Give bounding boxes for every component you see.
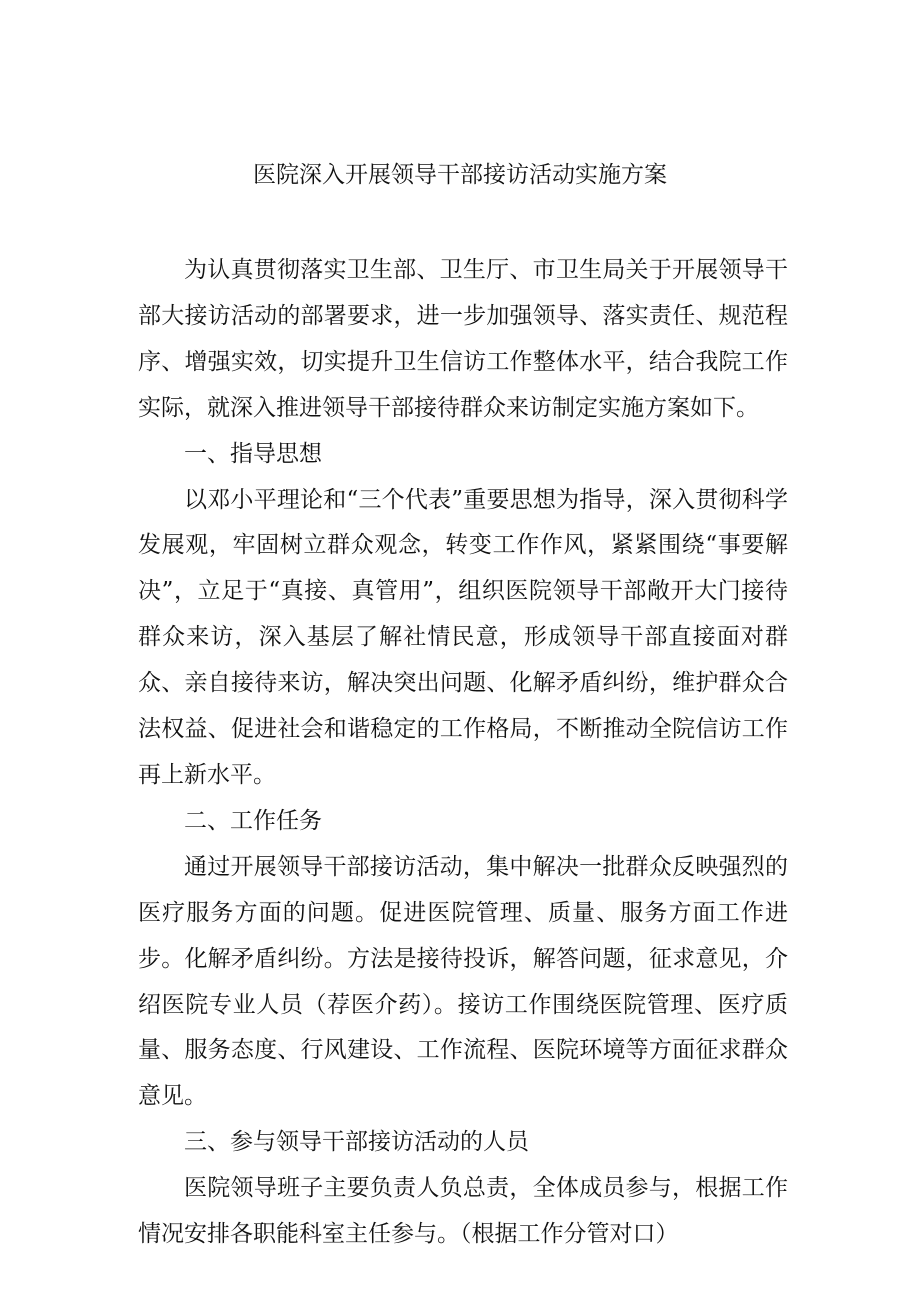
participants-paragraph: 医院领导班子主要负责人负总责，全体成员参与，根据工作情况安排各职能科室主任参与。（根据工作分管对口） <box>138 1175 788 1248</box>
document-body <box>138 248 788 1258</box>
section-heading-participants: 三、参与领导干部接访活动的人员 <box>184 1129 529 1156</box>
section-heading-work-tasks: 二、工作任务 <box>184 807 322 834</box>
intro-paragraph: 为认真贯彻落实卫生部、卫生厅、市卫生局关于开展领导干部大接访活动的部署要求，进一步加强领导、落实责任、规范程序、增强实效，切实提升卫生信访工作整体水平，结合我院工作实际，就深入推进领导干部接待群众来访制定实施方案如下。 <box>138 257 788 421</box>
document-title: 医院深入开展领导干部接访活动实施方案 <box>253 162 667 188</box>
guiding-ideology-paragraph: 以邓小平理论和“三个代表”重要思想为指导，深入贯彻科学发展观，牢固树立群众观念，转变工作作风，紧紧围绕“事要解决”，立足于“真接、真管用”，组织医院领导干部敞开大门接待群众来访，深入基层了解社情民意，形成领导干部直接面对群众、亲自接待来访，解决突出问题、化解矛盾纠纷，维护群众合法权益、促进社会和谐稳定的工作格局，不断推动全院信访工作再上新水平。 <box>138 486 788 788</box>
section-heading-guiding-ideology: 一、指导思想 <box>184 440 322 467</box>
work-tasks-paragraph: 通过开展领导干部接访活动，集中解决一批群众反映强烈的医疗服务方面的问题。促进医院管理、质量、服务方面工作进步。化解矛盾纠纷。方法是接待投诉，解答问题，征求意见，介绍医院专业人员（荐医介药）。接访工作围绕医院管理、医疗质量、服务态度、行风建设、工作流程、医院环境等方面征求群众意见。 <box>138 853 788 1110</box>
